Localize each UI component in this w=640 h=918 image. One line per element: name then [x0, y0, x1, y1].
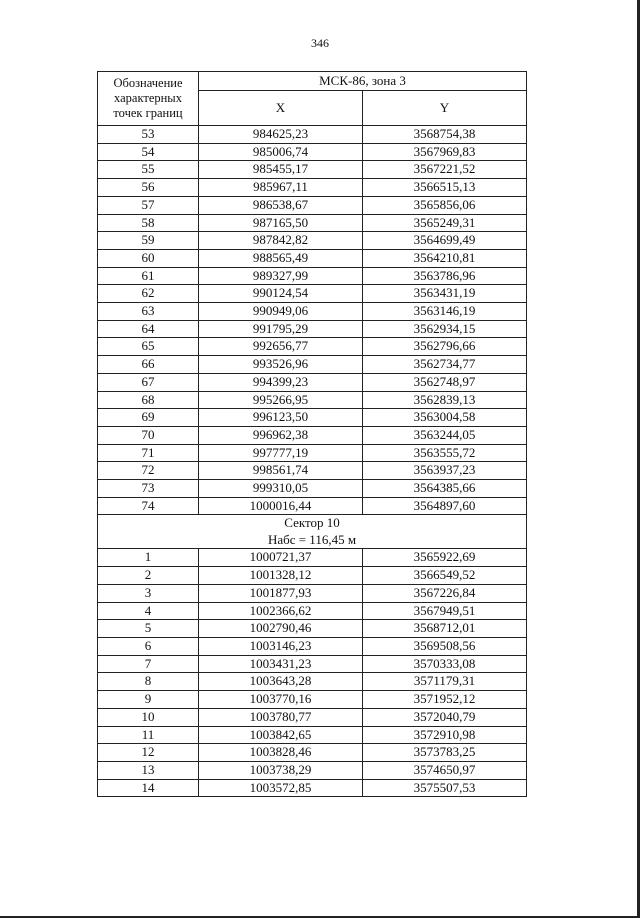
point-number-cell: 64 — [98, 320, 199, 338]
y-coordinate-cell: 3572910,98 — [363, 726, 527, 744]
y-coordinate-cell: 3564897,60 — [363, 497, 527, 515]
table-row — [98, 356, 527, 374]
coordinates-table — [97, 71, 527, 797]
x-coordinate-cell: 992656,77 — [199, 338, 363, 356]
table-row — [98, 338, 527, 356]
y-coordinate-cell: 3570333,08 — [363, 655, 527, 673]
y-coordinate-cell: 3571952,12 — [363, 691, 527, 709]
x-coordinate-cell: 1003431,23 — [199, 655, 363, 673]
y-coordinate-cell: 3575507,53 — [363, 779, 527, 797]
table-row — [98, 285, 527, 303]
point-number-cell: 14 — [98, 779, 199, 797]
point-number-cell: 65 — [98, 338, 199, 356]
point-number-cell: 74 — [98, 497, 199, 515]
x-coordinate-cell: 1003770,16 — [199, 691, 363, 709]
table-row — [98, 708, 527, 726]
y-coordinate-cell: 3573783,25 — [363, 744, 527, 762]
point-number-cell: 6 — [98, 637, 199, 655]
point-number-cell: 61 — [98, 267, 199, 285]
point-number-cell: 57 — [98, 196, 199, 214]
x-coordinate-cell: 1000016,44 — [199, 497, 363, 515]
sector-cell — [98, 515, 527, 549]
point-number-cell: 66 — [98, 356, 199, 374]
point-number-cell: 62 — [98, 285, 199, 303]
point-number-cell: 55 — [98, 161, 199, 179]
point-number-cell: 73 — [98, 480, 199, 498]
x-coordinate-cell: 987842,82 — [199, 232, 363, 250]
table-row — [98, 744, 527, 762]
point-number-cell: 60 — [98, 249, 199, 267]
table-row — [98, 779, 527, 797]
y-coordinate-cell: 3572040,79 — [363, 708, 527, 726]
y-coordinate-cell: 3562934,15 — [363, 320, 527, 338]
point-number-cell: 5 — [98, 620, 199, 638]
y-coordinate-cell: 3563244,05 — [363, 426, 527, 444]
table-row — [98, 567, 527, 585]
point-number-cell: 8 — [98, 673, 199, 691]
point-number-cell: 72 — [98, 462, 199, 480]
table-row — [98, 249, 527, 267]
point-number-cell: 59 — [98, 232, 199, 250]
x-coordinate-cell: 993526,96 — [199, 356, 363, 374]
table-row — [98, 761, 527, 779]
table-row — [98, 232, 527, 250]
table-body-part1 — [98, 126, 527, 515]
x-coordinate-cell: 1003780,77 — [199, 708, 363, 726]
table-row — [98, 549, 527, 567]
x-coordinate-cell: 1003146,23 — [199, 637, 363, 655]
x-coordinate-cell: 987165,50 — [199, 214, 363, 232]
table-row — [98, 179, 527, 197]
table-row — [98, 673, 527, 691]
y-coordinate-cell: 3563146,19 — [363, 303, 527, 321]
x-coordinate-cell: 990949,06 — [199, 303, 363, 321]
table-row — [98, 161, 527, 179]
point-number-cell: 70 — [98, 426, 199, 444]
x-coordinate-cell: 1002366,62 — [199, 602, 363, 620]
x-coordinate-cell: 1001328,12 — [199, 567, 363, 585]
y-coordinate-cell: 3568712,01 — [363, 620, 527, 638]
x-coordinate-cell: 996123,50 — [199, 409, 363, 427]
x-coordinate-cell: 1003643,28 — [199, 673, 363, 691]
y-coordinate-cell: 3563431,19 — [363, 285, 527, 303]
point-number-cell: 13 — [98, 761, 199, 779]
y-coordinate-cell: 3563004,58 — [363, 409, 527, 427]
y-coordinate-cell: 3564699,49 — [363, 232, 527, 250]
x-coordinate-cell: 997777,19 — [199, 444, 363, 462]
sector-block — [98, 515, 527, 549]
table-row — [98, 267, 527, 285]
x-coordinate-cell: 990124,54 — [199, 285, 363, 303]
sector-row — [98, 515, 527, 549]
x-coordinate-cell: 984625,23 — [199, 126, 363, 144]
y-coordinate-cell: 3562796,66 — [363, 338, 527, 356]
x-coordinate-cell: 1003828,46 — [199, 744, 363, 762]
coordinate-system-header: МСК-86, зона 3 — [199, 72, 527, 91]
table-row — [98, 196, 527, 214]
x-coordinate-cell: 999310,05 — [199, 480, 363, 498]
point-number-cell: 12 — [98, 744, 199, 762]
y-coordinate-cell: 3562734,77 — [363, 356, 527, 374]
y-coordinate-cell: 3563555,72 — [363, 444, 527, 462]
y-coordinate-cell: 3567949,51 — [363, 602, 527, 620]
x-coordinate-cell: 989327,99 — [199, 267, 363, 285]
table-row — [98, 480, 527, 498]
x-coordinate-cell: 995266,95 — [199, 391, 363, 409]
y-coordinate-cell: 3563786,96 — [363, 267, 527, 285]
x-coordinate-cell: 998561,74 — [199, 462, 363, 480]
y-coordinate-cell: 3568754,38 — [363, 126, 527, 144]
point-number-cell: 71 — [98, 444, 199, 462]
x-coordinate-cell: 985967,11 — [199, 179, 363, 197]
table-row — [98, 373, 527, 391]
table-row — [98, 691, 527, 709]
point-number-cell: 69 — [98, 409, 199, 427]
x-coordinate-cell: 994399,23 — [199, 373, 363, 391]
point-number-cell: 67 — [98, 373, 199, 391]
x-coordinate-cell: 991795,29 — [199, 320, 363, 338]
point-number-cell: 9 — [98, 691, 199, 709]
y-coordinate-cell: 3567221,52 — [363, 161, 527, 179]
table-row — [98, 462, 527, 480]
y-coordinate-cell: 3565856,06 — [363, 196, 527, 214]
y-coordinate-cell: 3571179,31 — [363, 673, 527, 691]
point-number-cell: 4 — [98, 602, 199, 620]
table-row — [98, 391, 527, 409]
table-row — [98, 637, 527, 655]
x-column-header: X — [199, 91, 363, 126]
table-row — [98, 426, 527, 444]
table-row — [98, 655, 527, 673]
x-coordinate-cell: 1000721,37 — [199, 549, 363, 567]
table-row — [98, 444, 527, 462]
point-number-cell: 1 — [98, 549, 199, 567]
x-coordinate-cell: 985006,74 — [199, 143, 363, 161]
x-coordinate-cell: 1003738,29 — [199, 761, 363, 779]
x-coordinate-cell: 996962,38 — [199, 426, 363, 444]
point-number-cell: 56 — [98, 179, 199, 197]
x-coordinate-cell: 1003842,65 — [199, 726, 363, 744]
table-row — [98, 584, 527, 602]
y-coordinate-cell: 3562748,97 — [363, 373, 527, 391]
x-coordinate-cell: 985455,17 — [199, 161, 363, 179]
point-number-cell: 10 — [98, 708, 199, 726]
table-row — [98, 497, 527, 515]
point-number-cell: 58 — [98, 214, 199, 232]
y-coordinate-cell: 3566549,52 — [363, 567, 527, 585]
table-row — [98, 126, 527, 144]
y-coordinate-cell: 3567969,83 — [363, 143, 527, 161]
y-coordinate-cell: 3565922,69 — [363, 549, 527, 567]
page-number: 346 — [311, 36, 329, 50]
point-designation-header: Обозначение характерных точек границ — [98, 72, 199, 126]
table-row — [98, 143, 527, 161]
point-number-cell: 68 — [98, 391, 199, 409]
sector-title: Сектор 10 — [284, 515, 340, 531]
y-coordinate-cell: 3574650,97 — [363, 761, 527, 779]
y-coordinate-cell: 3567226,84 — [363, 584, 527, 602]
x-coordinate-cell: 1001877,93 — [199, 584, 363, 602]
table-row — [98, 602, 527, 620]
table-row — [98, 726, 527, 744]
point-number-cell: 53 — [98, 126, 199, 144]
y-coordinate-cell: 3564385,66 — [363, 480, 527, 498]
y-coordinate-cell: 3566515,13 — [363, 179, 527, 197]
x-coordinate-cell: 1002790,46 — [199, 620, 363, 638]
x-coordinate-cell: 988565,49 — [199, 249, 363, 267]
table-row — [98, 214, 527, 232]
table-row — [98, 303, 527, 321]
point-number-cell: 3 — [98, 584, 199, 602]
y-coordinate-cell: 3565249,31 — [363, 214, 527, 232]
y-coordinate-cell: 3569508,56 — [363, 637, 527, 655]
point-number-cell: 54 — [98, 143, 199, 161]
x-coordinate-cell: 1003572,85 — [199, 779, 363, 797]
point-number-cell: 11 — [98, 726, 199, 744]
y-coordinate-cell: 3562839,13 — [363, 391, 527, 409]
table-row — [98, 409, 527, 427]
table-row — [98, 620, 527, 638]
table-row — [98, 320, 527, 338]
point-number-cell: 2 — [98, 567, 199, 585]
x-coordinate-cell: 986538,67 — [199, 196, 363, 214]
y-coordinate-cell: 3563937,23 — [363, 462, 527, 480]
sector-height: Набс = 116,45 м — [267, 531, 357, 547]
y-column-header: Y — [363, 91, 527, 126]
point-number-cell: 63 — [98, 303, 199, 321]
y-coordinate-cell: 3564210,81 — [363, 249, 527, 267]
table-body-part2 — [98, 549, 527, 797]
point-number-cell: 7 — [98, 655, 199, 673]
